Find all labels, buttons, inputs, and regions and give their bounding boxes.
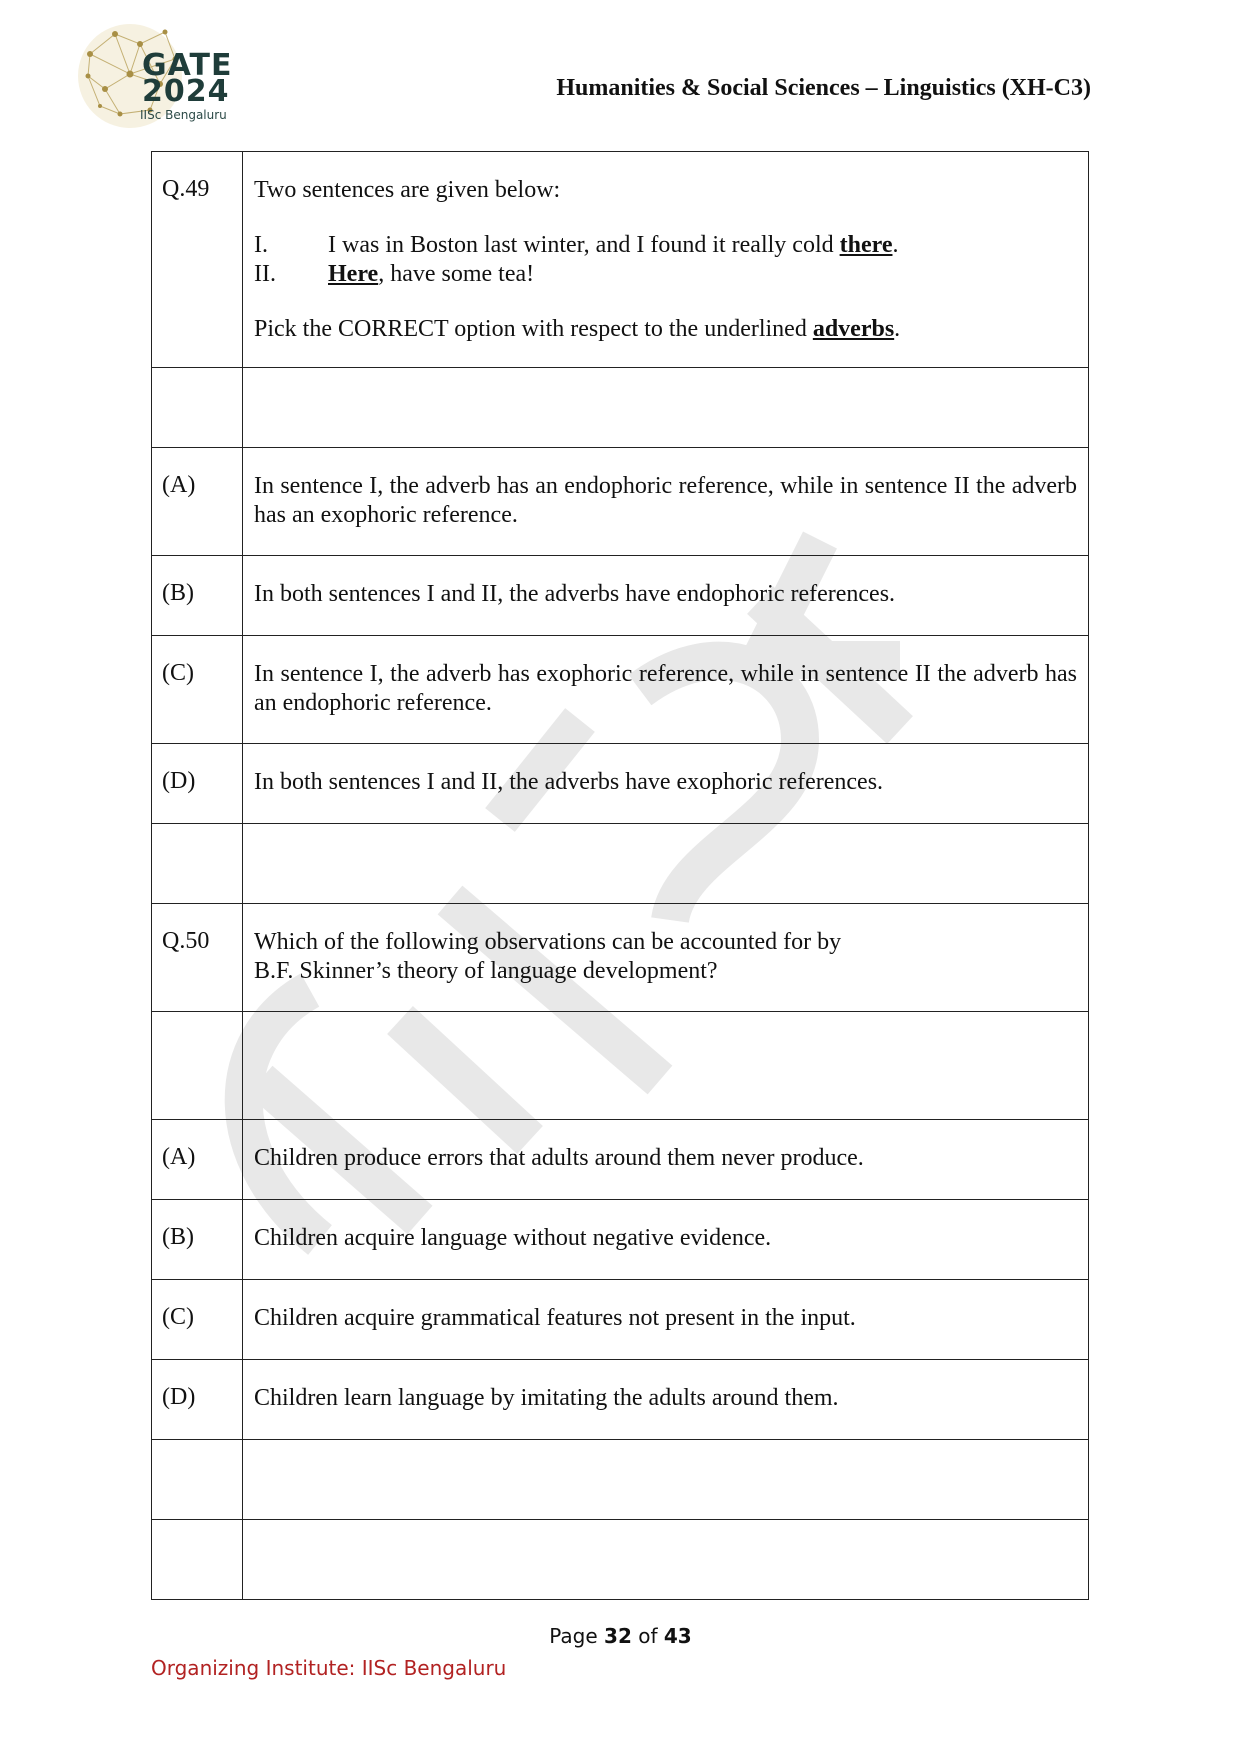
option-row (152, 556, 1089, 636)
option-label: (A) (152, 1120, 243, 1200)
option-label: (D) (152, 1360, 243, 1440)
option-label: (C) (152, 636, 243, 744)
question-line-2: B.F. Skinner’s theory of language development? (254, 958, 718, 984)
question-line-1: Which of the following observations can be accounted for by (254, 929, 842, 955)
option-row (152, 448, 1089, 556)
blank-row (152, 824, 1089, 904)
question-row-q50 (152, 904, 1089, 1012)
option-text: In both sentences I and II, the adverbs have endophoric references. (243, 556, 1089, 636)
option-text: Children acquire language without negative evidence. (243, 1200, 1089, 1280)
logo-institute-text: IISc Bengaluru (140, 108, 227, 122)
sentence-number: I. (254, 232, 268, 258)
sentence-2 (254, 260, 1077, 289)
option-label: (C) (152, 1280, 243, 1360)
paper-title: Humanities & Social Sciences – Linguistics (XH-C3) (556, 75, 1091, 101)
questions-table (151, 151, 1089, 1600)
option-label: (B) (152, 556, 243, 636)
option-row (152, 1200, 1089, 1280)
blank-row (152, 1440, 1089, 1520)
option-text: In sentence I, the adverb has an endophoric reference, while in sentence II the adverb has an exophoric reference. (243, 448, 1089, 556)
question-instruction: Pick the CORRECT option with respect to the underlined adverbs. (254, 316, 901, 342)
question-row-q49 (152, 152, 1089, 368)
option-row (152, 744, 1089, 824)
option-text: In sentence I, the adverb has exophoric reference, while in sentence II the adverb has an endophoric reference. (243, 636, 1089, 744)
option-row (152, 636, 1089, 744)
sentence-number: II. (254, 261, 276, 287)
question-stem (243, 904, 1089, 1012)
question-intro: Two sentences are given below: (254, 177, 561, 203)
sentence-text: , have some tea! (378, 261, 535, 287)
question-number: Q.50 (152, 904, 243, 1012)
sentence-text: I was in Boston last winter, and I found it really cold (328, 232, 840, 258)
option-text: In both sentences I and II, the adverbs have exophoric references. (243, 744, 1089, 824)
option-row (152, 1120, 1089, 1200)
option-text: Children learn language by imitating the adults around them. (243, 1360, 1089, 1440)
option-text: Children produce errors that adults around them never produce. (243, 1120, 1089, 1200)
underlined-adverb: there (839, 232, 893, 258)
blank-row (152, 368, 1089, 448)
logo-gate-text: GATE (142, 48, 233, 83)
organizing-institute: Organizing Institute: IISc Bengaluru (151, 1656, 507, 1680)
gate-logo (70, 14, 240, 136)
option-text: Children acquire grammatical features not present in the input. (243, 1280, 1089, 1360)
sentence-1: I. I was in Boston last winter, and I found it really cold there. (254, 232, 899, 258)
question-stem (243, 152, 1089, 368)
page-number: Page 32 of 43 (549, 1624, 692, 1648)
blank-row (152, 1520, 1089, 1600)
logo-year-text: 2024 (142, 74, 230, 109)
option-row (152, 1360, 1089, 1440)
underlined-word: adverbs (812, 316, 895, 342)
underlined-adverb: Here (328, 261, 379, 287)
option-label: (B) (152, 1200, 243, 1280)
option-label: (A) (152, 448, 243, 556)
question-number: Q.49 (152, 152, 243, 368)
option-row (152, 1280, 1089, 1360)
option-label: (D) (152, 744, 243, 824)
blank-row (152, 1012, 1089, 1120)
